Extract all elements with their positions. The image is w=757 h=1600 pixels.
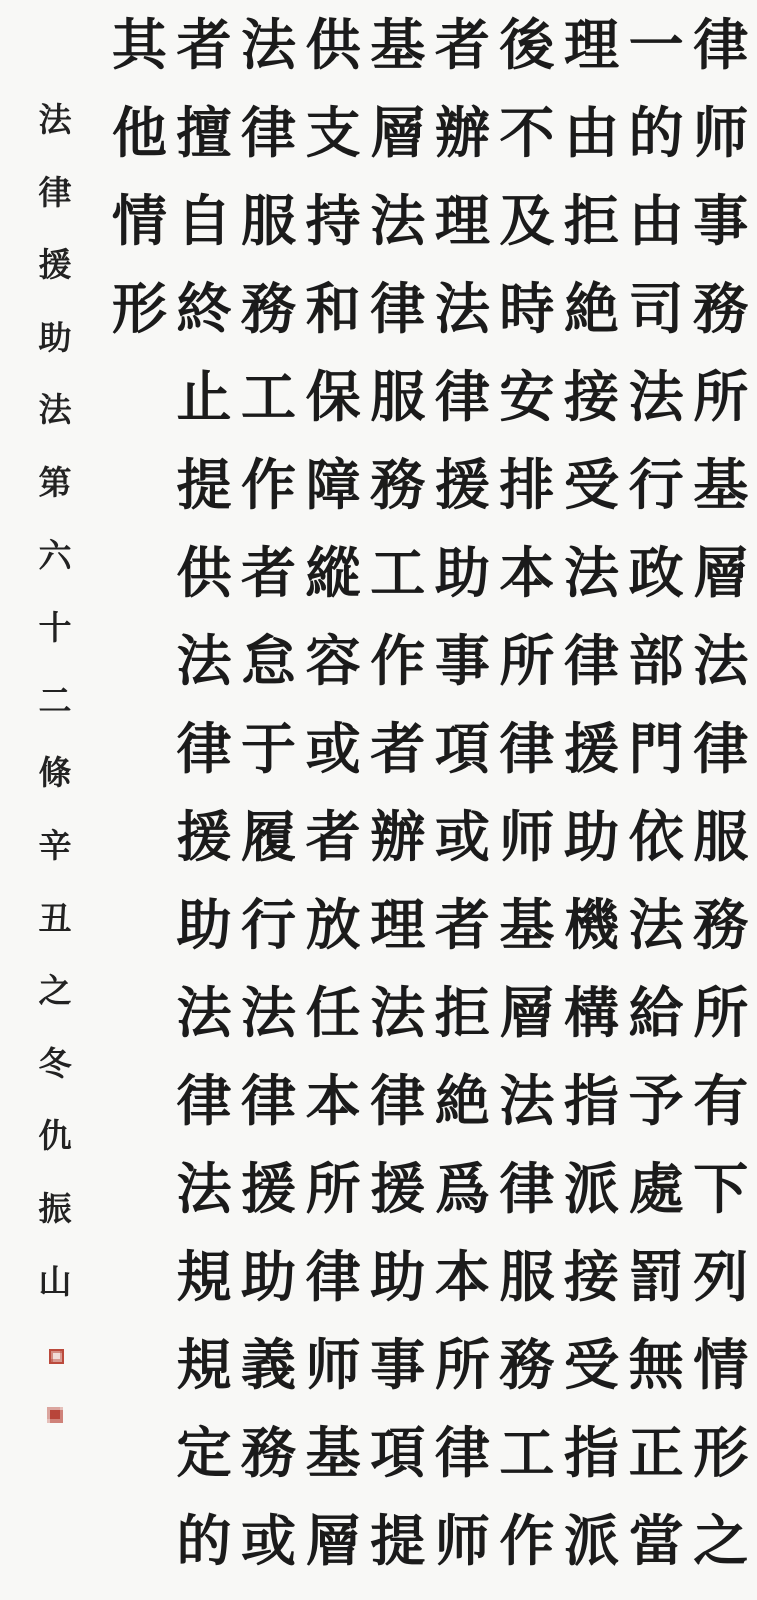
calligraphy-char: 自 (176, 188, 232, 253)
calligraphy-char: 拒 (564, 188, 620, 253)
calligraphy-char: 後 (499, 12, 555, 77)
calligraphy-char: 層 (693, 540, 749, 605)
calligraphy-char: 依 (628, 804, 684, 869)
calligraphy-char: 務 (499, 1332, 555, 1397)
calligraphy-char: 予 (628, 1068, 684, 1133)
calligraphy-char: 所 (434, 1332, 490, 1397)
calligraphy-char: 供 (305, 12, 361, 77)
calligraphy-char: 義 (241, 1332, 297, 1397)
calligraphy-char: 持 (305, 188, 361, 253)
artist-seal-upper (49, 1349, 64, 1364)
calligraphy-char: 所 (693, 980, 749, 1045)
calligraphy-char: 援 (564, 716, 620, 781)
calligraphy-char: 基 (305, 1420, 361, 1485)
calligraphy-char: 法 (628, 364, 684, 429)
calligraphy-char: 者 (176, 12, 232, 77)
calligraphy-char: 法 (628, 892, 684, 957)
calligraphy-char: 所 (499, 628, 555, 693)
calligraphy-char: 者 (370, 716, 426, 781)
calligraphy-char: 由 (628, 188, 684, 253)
calligraphy-char: 于 (241, 716, 297, 781)
calligraphy-char: 情 (111, 188, 167, 253)
calligraphy-char: 援 (176, 804, 232, 869)
calligraphy-char: 十 (38, 608, 72, 648)
calligraphy-char: 援 (241, 1156, 297, 1221)
calligraphy-char: 不 (499, 100, 555, 165)
calligraphy-char: 層 (370, 100, 426, 165)
calligraphy-char: 律 (241, 1068, 297, 1133)
calligraphy-char: 構 (564, 980, 620, 1045)
calligraphy-char: 服 (693, 804, 749, 869)
calligraphy-char: 丑 (38, 898, 72, 938)
calligraphy-char: 項 (370, 1420, 426, 1485)
main-text-column-6 (365, 1, 430, 1586)
calligraphy-char: 基 (693, 452, 749, 517)
inscription-column-1 (28, 84, 82, 1318)
calligraphy-char: 法 (241, 980, 297, 1045)
calligraphy-char: 機 (564, 892, 620, 957)
calligraphy-char: 法 (564, 540, 620, 605)
calligraphy-char: 律 (434, 1420, 490, 1485)
calligraphy-char: 辦 (434, 100, 490, 165)
calligraphy-char: 工 (241, 364, 297, 429)
calligraphy-char: 一 (628, 12, 684, 77)
calligraphy-char: 辛 (38, 825, 72, 865)
calligraphy-char: 處 (628, 1156, 684, 1221)
calligraphy-char: 拒 (434, 980, 490, 1045)
calligraphy-char: 層 (305, 1508, 361, 1573)
calligraphy-char: 律 (693, 12, 749, 77)
calligraphy-char: 容 (305, 628, 361, 693)
inscription-signature (28, 84, 82, 1319)
calligraphy-char: 援 (370, 1156, 426, 1221)
calligraphy-char: 或 (305, 716, 361, 781)
calligraphy-char: 止 (176, 364, 232, 429)
calligraphy-char: 服 (370, 364, 426, 429)
calligraphy-char: 排 (499, 452, 555, 517)
calligraphy-char: 律 (176, 716, 232, 781)
calligraphy-char: 律 (564, 628, 620, 693)
calligraphy-char: 者 (434, 12, 490, 77)
calligraphy-char: 部 (628, 628, 684, 693)
calligraphy-char: 務 (370, 452, 426, 517)
calligraphy-char: 律 (305, 1244, 361, 1309)
calligraphy-char: 定 (176, 1420, 232, 1485)
calligraphy-char: 指 (564, 1420, 620, 1485)
calligraphy-char: 有 (693, 1068, 749, 1133)
calligraphy-char: 法 (499, 1068, 555, 1133)
calligraphy-char: 服 (241, 188, 297, 253)
calligraphy-char: 助 (176, 892, 232, 957)
calligraphy-char: 擅 (176, 100, 232, 165)
calligraphy-char: 事 (434, 628, 490, 693)
calligraphy-char: 形 (111, 276, 167, 341)
calligraphy-char: 障 (305, 452, 361, 517)
calligraphy-char: 师 (305, 1332, 361, 1397)
calligraphy-char: 律 (176, 1068, 232, 1133)
calligraphy-char: 的 (628, 100, 684, 165)
calligraphy-char: 爲 (434, 1156, 490, 1221)
calligraphy-char: 下 (693, 1156, 749, 1221)
artist-seal-lower (47, 1407, 63, 1423)
calligraphy-char: 行 (628, 452, 684, 517)
calligraphy-char: 法 (241, 12, 297, 77)
calligraphy-char: 振 (38, 1188, 72, 1228)
calligraphy-char: 本 (499, 540, 555, 605)
main-text-column-7 (301, 1, 366, 1586)
calligraphy-char: 法 (38, 100, 72, 139)
calligraphy-char: 助 (38, 317, 72, 357)
calligraphy-char: 法 (370, 980, 426, 1045)
main-text-column-5 (430, 1, 495, 1586)
calligraphy-char: 理 (434, 188, 490, 253)
calligraphy-char: 項 (434, 716, 490, 781)
calligraphy-char: 或 (241, 1508, 297, 1573)
calligraphy-char: 受 (564, 452, 620, 517)
calligraphy-char: 罰 (628, 1244, 684, 1309)
calligraphy-char: 师 (693, 100, 749, 165)
calligraphy-char: 律 (370, 276, 426, 341)
calligraphy-char: 法 (370, 188, 426, 253)
calligraphy-char: 安 (499, 364, 555, 429)
calligraphy-char: 律 (693, 716, 749, 781)
calligraphy-char: 履 (241, 804, 297, 869)
calligraphy-char: 務 (693, 892, 749, 957)
calligraphy-char: 工 (370, 540, 426, 605)
calligraphy-char: 務 (241, 276, 297, 341)
main-text-column-3 (559, 1, 624, 1586)
calligraphy-char: 正 (628, 1420, 684, 1485)
calligraphy-char: 任 (305, 980, 361, 1045)
calligraphy-char: 律 (499, 1156, 555, 1221)
calligraphy-char: 規 (176, 1332, 232, 1397)
calligraphy-char: 助 (564, 804, 620, 869)
main-text-column-9 (172, 1, 237, 1586)
calligraphy-char: 派 (564, 1508, 620, 1573)
calligraphy-char: 六 (38, 535, 72, 575)
calligraphy-char: 提 (176, 452, 232, 517)
calligraphy-char: 絶 (564, 276, 620, 341)
calligraphy-char: 律 (434, 364, 490, 429)
calligraphy-char: 怠 (241, 628, 297, 693)
calligraphy-char: 受 (564, 1332, 620, 1397)
calligraphy-char: 縱 (305, 540, 361, 605)
calligraphy-char: 援 (38, 245, 72, 285)
calligraphy-char: 司 (628, 276, 684, 341)
calligraphy-char: 務 (241, 1420, 297, 1485)
calligraphy-char: 法 (176, 1156, 232, 1221)
calligraphy-char: 供 (176, 540, 232, 605)
calligraphy-char: 律 (499, 716, 555, 781)
calligraphy-char: 作 (370, 628, 426, 693)
calligraphy-char: 提 (370, 1508, 426, 1573)
calligraphy-char: 法 (176, 980, 232, 1045)
calligraphy-char: 情 (693, 1332, 749, 1397)
calligraphy-char: 規 (176, 1244, 232, 1309)
calligraphy-char: 行 (241, 892, 297, 957)
calligraphy-char: 律 (241, 100, 297, 165)
calligraphy-char: 和 (305, 276, 361, 341)
calligraphy-char: 法 (434, 276, 490, 341)
calligraphy-char: 山 (38, 1261, 72, 1301)
calligraphy-char: 及 (499, 188, 555, 253)
calligraphy-char: 形 (693, 1420, 749, 1485)
calligraphy-char: 仇 (38, 1116, 72, 1156)
calligraphy-char: 基 (370, 12, 426, 77)
calligraphy-char: 师 (499, 804, 555, 869)
calligraphy-char: 者 (305, 804, 361, 869)
calligraphy-char: 他 (111, 100, 167, 165)
calligraphy-char: 助 (370, 1244, 426, 1309)
calligraphy-char: 給 (628, 980, 684, 1045)
calligraphy-char: 放 (305, 892, 361, 957)
calligraphy-char: 理 (564, 12, 620, 77)
calligraphy-char: 終 (176, 276, 232, 341)
calligraphy-char: 助 (434, 540, 490, 605)
calligraphy-char: 事 (370, 1332, 426, 1397)
calligraphy-char: 本 (434, 1244, 490, 1309)
main-text-column-4 (495, 1, 560, 1586)
calligraphy-char: 理 (370, 892, 426, 957)
calligraphy-char: 列 (693, 1244, 749, 1309)
calligraphy-char: 接 (564, 1244, 620, 1309)
calligraphy-char: 層 (499, 980, 555, 1045)
calligraphy-char: 保 (305, 364, 361, 429)
calligraphy-char: 助 (241, 1244, 297, 1309)
calligraphy-char: 無 (628, 1332, 684, 1397)
main-text-columns (107, 1, 753, 1586)
calligraphy-char: 政 (628, 540, 684, 605)
calligraphy-char: 或 (434, 804, 490, 869)
calligraphy-char: 者 (241, 540, 297, 605)
calligraphy-char: 作 (499, 1508, 555, 1573)
main-text-column-10 (107, 1, 172, 1586)
calligraphy-char: 其 (111, 12, 167, 77)
main-text-column-8 (236, 1, 301, 1586)
calligraphy-char: 由 (564, 100, 620, 165)
calligraphy-char: 指 (564, 1068, 620, 1133)
calligraphy-char: 基 (499, 892, 555, 957)
calligraphy-char: 二 (38, 680, 72, 720)
calligraphy-char: 冬 (38, 1043, 72, 1083)
main-text-column-1 (688, 1, 753, 1586)
calligraphy-char: 之 (38, 971, 72, 1011)
main-text-column-2 (624, 1, 689, 1586)
calligraphy-char: 當 (628, 1508, 684, 1573)
calligraphy-char: 工 (499, 1420, 555, 1485)
calligraphy-char: 援 (434, 452, 490, 517)
calligraphy-char: 絶 (434, 1068, 490, 1133)
calligraphy-char: 第 (38, 462, 72, 502)
calligraphy-char: 門 (628, 716, 684, 781)
calligraphy-char: 務 (693, 276, 749, 341)
calligraphy-char: 律 (38, 172, 72, 212)
calligraphy-char: 時 (499, 276, 555, 341)
calligraphy-char: 法 (693, 628, 749, 693)
calligraphy-char: 事 (693, 188, 749, 253)
calligraphy-char: 派 (564, 1156, 620, 1221)
calligraphy-char: 條 (38, 753, 72, 793)
calligraphy-char: 法 (176, 628, 232, 693)
calligraphy-char: 作 (241, 452, 297, 517)
calligraphy-char: 辦 (370, 804, 426, 869)
calligraphy-char: 律 (370, 1068, 426, 1133)
calligraphy-char: 服 (499, 1244, 555, 1309)
calligraphy-char: 之 (693, 1508, 749, 1573)
calligraphy-char: 本 (305, 1068, 361, 1133)
calligraphy-char: 所 (693, 364, 749, 429)
calligraphy-char: 所 (305, 1156, 361, 1221)
calligraphy-char: 支 (305, 100, 361, 165)
calligraphy-char: 法 (38, 390, 72, 430)
calligraphy-char: 师 (434, 1508, 490, 1573)
calligraphy-char: 者 (434, 892, 490, 957)
calligraphy-char: 接 (564, 364, 620, 429)
calligraphy-char: 的 (176, 1508, 232, 1573)
